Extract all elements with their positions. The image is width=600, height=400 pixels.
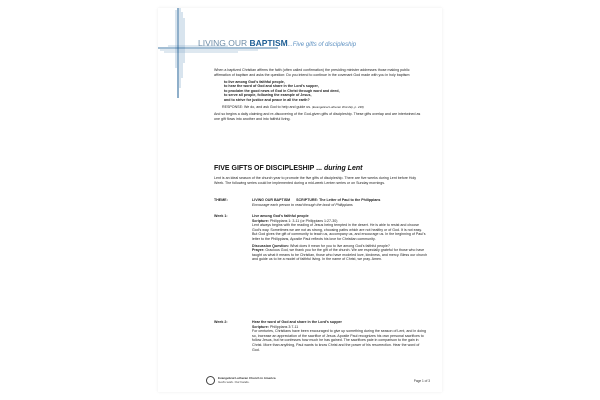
lent-paragraph: Lent is an ideal season of the church year to promote the five gifts of discipleship. There are five weeks during Lent before Holy Week. The following series could be implemented during a mid-week Lenten series or on Sunday mornings.	[214, 176, 417, 185]
theme-label: THEME:	[214, 198, 228, 202]
theme-scripture: SCRIPTURE: The Letter of Paul to the Philippians	[296, 198, 381, 202]
gifts-list	[214, 80, 424, 103]
week-2-scripture-label: Scripture:	[252, 324, 269, 329]
footer	[206, 376, 276, 385]
week-2-scripture: Philippians 3:7-11	[269, 324, 299, 329]
gift-item: to hear the word of God and share in the Lord's supper,	[224, 84, 319, 89]
week-1-scripture-label: Scripture:	[252, 218, 269, 223]
theme-note: Encourage each person to read through the book of Philippians	[252, 202, 353, 207]
week-2-label: Week 2:	[214, 320, 228, 324]
response-text: RESPONSE: We do, and ask God to help and guide us.	[222, 105, 312, 110]
header-subtitle: ...Five gifts of discipleship	[287, 42, 357, 48]
section-heading-italic: during Lent	[323, 165, 363, 172]
document-header	[198, 38, 356, 48]
response-line	[214, 105, 424, 110]
page-number: Page 1 of 3	[413, 379, 430, 383]
gift-item: to serve all people, following the example of Jesus,	[224, 93, 312, 98]
header-title-bold: BAPTISM	[249, 38, 288, 48]
intro-paragraph-1: When a baptized Christian affirms the faith (often called confirmation) the presiding minister addresses those making public affirmation of baptism and asks the question: Do you intend to continue in the covenant God made with you in holy baptism:	[214, 68, 411, 77]
week-1-prayer: Gracious God, we thank you for the gift of the church. We are especially grateful for those who have taught us what it means to be Christian, those who have modeled love, kindness, and mercy. Bless our church and guide us to be a model of faithful living. In the name of Christ, we pray. Amen.	[252, 248, 428, 262]
intro-section	[214, 68, 424, 124]
week-1-label: Week 1:	[214, 214, 228, 218]
week-2-body: For centuries, Christians have been encouraged to give up something during the season of Lent, and in doing so, increase an appreciation of the sacrifice of Jesus. Apostle Paul recognizes his own personal sacrifices to follow Jesus, but he confesses how much he has gained. The sacrifices pale in comparison to the gain in Christ. More than anything, Paul wants to know Christ and the power of his resurrection. Hear the word of God.	[252, 329, 427, 352]
section-heading	[214, 165, 362, 172]
week-1-prayer-label: Prayer:	[252, 248, 265, 253]
elca-logo-icon	[206, 376, 215, 385]
intro-paragraph-2: And so begins a daily claiming and re-discovering of the God-given gifts of discipleship. These gifts overlap and are intertwined as one gift flows into another and into faithful living.	[214, 112, 421, 121]
gift-item: to proclaim the good news of God in Christ through word and deed,	[224, 88, 340, 93]
footer-org: Evangelical Lutheran Church in America	[218, 375, 276, 380]
response-citation: (Evangelical Lutheran Worship, p. 236)	[312, 105, 364, 110]
gift-item: and to strive for justice and peace in all the earth?	[224, 98, 310, 103]
gift-item: to live among God's faithful people,	[224, 79, 285, 84]
footer-tagline: God's work. Our hands.	[218, 379, 250, 384]
week-1-body: Lent always begins with the reading of Jesus being tempted in the desert. He is able to resist and choose God's way. Sometimes we are not as strong, choosing paths which are not healthy or of God. It is not easy. But God gives the gift of community to teach us, accompany us, and encourage us. In the beginning of Paul's letter to the Philippians, Apostle Paul reflects his love for Christian community.	[252, 223, 426, 241]
week-1-discussion: What does it mean for you to live among God's faithful people?	[289, 243, 390, 248]
header-title-plain: LIVING OUR	[198, 38, 250, 48]
week-2-title: Hear the word of God and share in the Lord's supper	[252, 320, 342, 324]
week-1-discussion-label: Discussion Question:	[252, 243, 289, 248]
week-1-title: Live among God's faithful people	[252, 214, 309, 218]
theme-title: LIVING OUR BAPTISM	[252, 198, 291, 202]
document-page	[158, 8, 442, 392]
week-1-scripture: Philippians 1: 3-11 (or Philippians 1:27-30)	[269, 218, 338, 223]
section-heading-plain: FIVE GIFTS OF DISCIPLESHIP ...	[214, 165, 324, 172]
